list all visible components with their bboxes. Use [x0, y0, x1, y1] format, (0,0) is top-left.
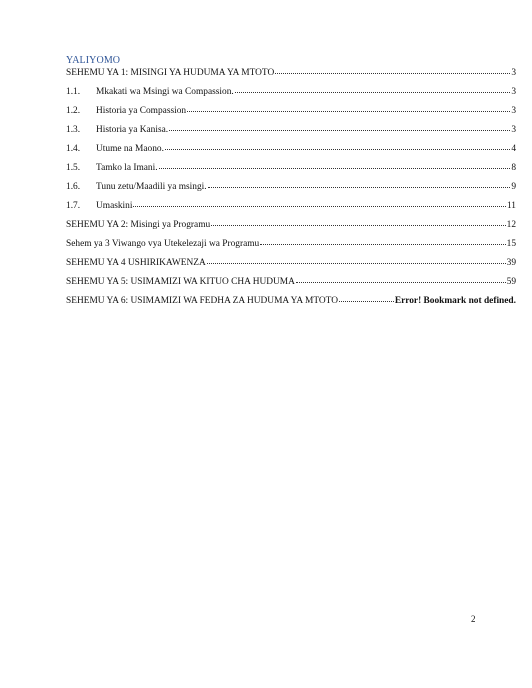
toc-entry-page: 39 — [506, 258, 516, 268]
toc-entry-title: SEHEMU YA 6: USIMAMIZI WA FEDHA ZA HUDUMA YA MTOTO — [66, 296, 338, 306]
toc-entry-page: 3 — [511, 68, 516, 78]
toc-entry[interactable] — [66, 142, 516, 154]
toc-dot-leader — [339, 293, 394, 302]
toc-entry[interactable] — [66, 180, 516, 192]
toc-dot-leader — [208, 179, 511, 188]
toc-entry-page-error: Error! Bookmark not defined. — [394, 296, 516, 306]
toc-entry-page: 12 — [506, 220, 516, 230]
toc-dot-leader — [260, 236, 505, 245]
toc-entry[interactable] — [66, 161, 516, 173]
toc-entry[interactable] — [66, 66, 516, 78]
toc-entry-title: Tunu zetu/Maadili ya msingi. — [96, 182, 207, 192]
toc-entry-number: 1.3. — [66, 125, 81, 135]
toc-dot-leader — [159, 160, 511, 169]
page-number: 2 — [471, 614, 476, 624]
toc-dot-leader — [169, 122, 510, 131]
toc-entry-title: Utume na Maono. — [96, 144, 164, 154]
toc-entry-page: 3 — [511, 106, 516, 116]
toc-entry[interactable] — [66, 85, 516, 97]
toc-entry-page: 8 — [511, 163, 516, 173]
toc-entry-title: SEHEMU YA 4 USHIRIKAWENZA — [66, 258, 206, 268]
toc-entry[interactable] — [66, 123, 516, 135]
toc-entry[interactable] — [66, 237, 516, 249]
toc-entry-number: 1.2. — [66, 106, 81, 116]
toc-entry-number: 1.6. — [66, 182, 81, 192]
toc-entry-title: SEHEMU YA 2: Misingi ya Programu — [66, 220, 211, 230]
toc-entry-page: 59 — [506, 277, 516, 287]
toc-entry-title: Historia ya Kanisa. — [96, 125, 169, 135]
toc-dot-leader — [207, 255, 506, 264]
toc-entry[interactable] — [66, 275, 516, 287]
toc-entry-number: 1.4. — [66, 144, 81, 154]
toc-entry-title: Tamko la Imani. — [96, 163, 158, 173]
toc-entry-number: 1.1. — [66, 87, 81, 97]
toc-entry-title: Sehem ya 3 Viwango vya Utekelezaji wa Programu — [66, 239, 260, 249]
toc-dot-leader — [275, 65, 510, 74]
toc-dot-leader — [235, 84, 511, 93]
toc-entry-title: SEHEMU YA 5: USIMAMIZI WA KITUO CHA HUDUMA — [66, 277, 295, 287]
toc-entry-page: 15 — [506, 239, 516, 249]
toc-entry-page: 11 — [506, 201, 516, 211]
toc-entry[interactable] — [66, 104, 516, 116]
toc-dot-leader — [187, 103, 510, 112]
toc-entry-number: 1.7. — [66, 201, 81, 211]
toc-entry-page: 9 — [511, 182, 516, 192]
toc-entry-title: Umaskini — [96, 201, 133, 211]
toc-heading: YALIYOMO — [66, 55, 121, 66]
toc-entry-title: Historia ya Compassion — [96, 106, 187, 116]
toc-entry[interactable] — [66, 294, 516, 306]
toc-entry[interactable] — [66, 256, 516, 268]
toc-entry-title: SEHEMU YA 1: MISINGI YA HUDUMA YA MTOTO — [66, 68, 275, 78]
toc-dot-leader — [296, 274, 506, 283]
toc-dot-leader — [211, 217, 505, 226]
toc-dot-leader — [133, 198, 506, 207]
toc-dot-leader — [165, 141, 510, 150]
toc-entry-title: Mkakati wa Msingi wa Compassion. — [96, 87, 234, 97]
toc-entry-page: 3 — [511, 87, 516, 97]
toc-entry[interactable] — [66, 218, 516, 230]
toc-entry-number: 1.5. — [66, 163, 81, 173]
toc-entry-page: 3 — [511, 125, 516, 135]
toc-entry-page: 4 — [511, 144, 516, 154]
toc-entry[interactable] — [66, 199, 516, 211]
